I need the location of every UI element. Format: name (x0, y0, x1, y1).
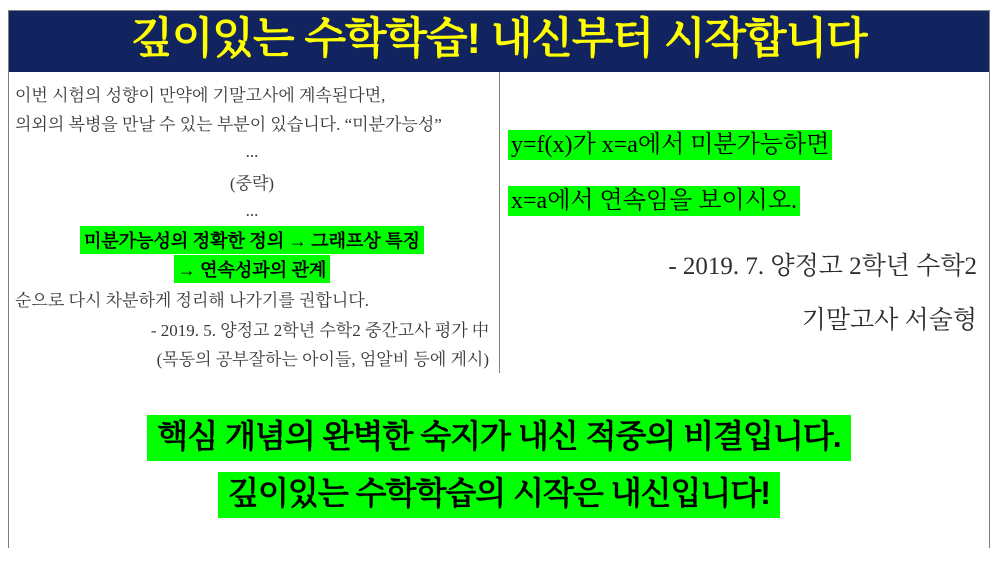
ellipsis-top: ... (245, 142, 259, 162)
left-source-line-1: - 2019. 5. 양정고 2학년 수학2 중간고사 평가 中 (150, 320, 489, 340)
highlighted-text-continuity: → 연속성과의 관계 (174, 255, 331, 283)
highlighted-problem-statement-1: y=f(x)가 x=a에서 미분가능하면 (508, 130, 832, 160)
highlight-line-1 (15, 225, 489, 254)
highlighted-slogan-1: 핵심 개념의 완벽한 숙지가 내신 적중의 비결입니다. (147, 415, 850, 461)
left-source-line-2: (목동의 공부잘하는 아이들, 엄알비 등에 게시) (156, 349, 489, 369)
flyer-frame (8, 10, 990, 548)
middle-section (9, 72, 989, 373)
ellipsis-bottom: ... (245, 200, 259, 220)
right-source-line-2: 기말고사 서술형 (801, 307, 977, 334)
abridged-marker: (중략) (229, 174, 275, 194)
highlighted-problem-statement-2: x=a에서 연속임을 보이시오. (508, 186, 800, 216)
problem-line-2 (508, 180, 800, 215)
slogan-line-1-wrap (9, 415, 989, 461)
footer-slogans (9, 373, 989, 548)
review-paragraph-line-2: 의외의 복병을 만날 수 있는 부분이 있습니다. “미분가능성” (15, 115, 442, 135)
slogan-line-2-wrap (9, 472, 989, 518)
banner-title: 깊이있는 수학학습! 내신부터 시작합니다 (131, 15, 867, 63)
highlight-line-2 (15, 255, 489, 284)
problem-line-1 (508, 124, 832, 159)
review-closing-line: 순으로 다시 차분하게 정리해 나가기를 권합니다. (15, 291, 369, 311)
left-panel-review-quote (9, 72, 500, 373)
review-paragraph-line-1: 이번 시험의 성향이 만약에 기말고사에 계속된다면, (15, 86, 386, 106)
highlighted-text-definition: 미분가능성의 정확한 정의 → 그래프상 특징 (80, 226, 424, 254)
highlighted-slogan-2: 깊이있는 수학학습의 시작은 내신입니다! (218, 472, 780, 518)
right-source-line-1: - 2019. 7. 양정고 2학년 수학2 (668, 253, 977, 280)
right-panel-exam-problem (500, 72, 989, 373)
banner (9, 11, 989, 72)
